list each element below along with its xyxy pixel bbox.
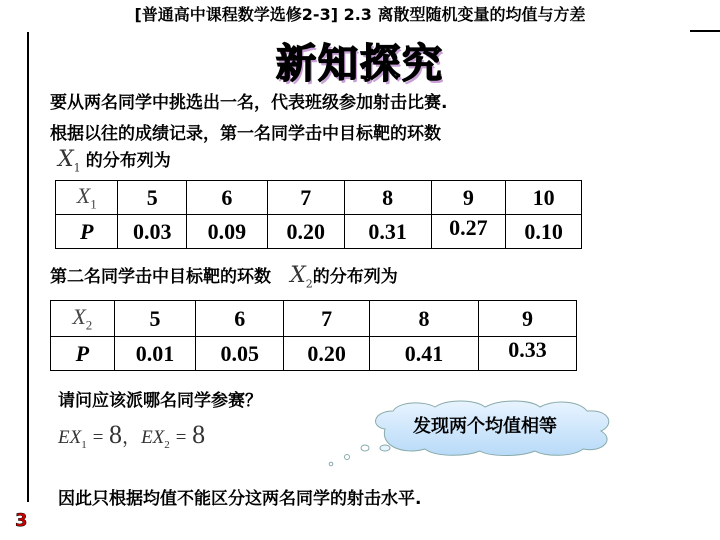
table2-value-row: [51, 301, 577, 337]
table2-prob: 0.20: [284, 337, 370, 371]
table2-header-x2: $X_2$: [51, 301, 115, 337]
x1-symbol: $X_1$: [58, 147, 81, 175]
table1-value: 6: [186, 181, 267, 215]
table1-value: 8: [344, 181, 431, 215]
second-caption-line: [50, 262, 398, 290]
second-caption-pre: 第二名同学击中目标靶的环数: [50, 267, 271, 287]
table2-prob-row: [51, 337, 577, 371]
second-caption-post: 的分布列为: [312, 267, 398, 287]
table1-header-x1: $X_1$: [56, 181, 118, 215]
table1-p-label: P: [56, 215, 118, 249]
distribution-table-1: [55, 180, 582, 249]
table2-prob: 0.05: [196, 337, 284, 371]
table1-value: 10: [506, 181, 582, 215]
table2-value: 5: [114, 301, 196, 337]
table1-value: 7: [267, 181, 344, 215]
x1-caption-line: [58, 146, 171, 174]
table2-value: 8: [370, 301, 479, 337]
intro-line-1: 要从两名同学中挑选出一名，代表班级参加射击比赛.: [50, 93, 448, 113]
distribution-table-2: [50, 300, 577, 371]
ex-separator: ，: [122, 427, 142, 448]
table2-prob: 0.01: [114, 337, 196, 371]
question-text: 请问应该派哪名同学参赛？: [58, 391, 262, 411]
page-number: 3: [15, 510, 28, 531]
expectation-line: [58, 420, 205, 451]
table1-prob: 0.20: [267, 215, 344, 249]
table1-prob: 0.27: [431, 215, 506, 249]
slide-title: 新知探究: [276, 41, 444, 87]
table2-value: 7: [284, 301, 370, 337]
slide-header: [普通高中课程数学选修2-3] 2.3 离散型随机变量的均值与方差: [134, 5, 586, 24]
thought-bubble-dots: [325, 440, 375, 470]
table1-prob: 0.10: [506, 215, 582, 249]
table2-prob: 0.41: [370, 337, 479, 371]
ex2-expression: $EX_2 = 8$: [141, 420, 206, 451]
table1-prob: 0.31: [344, 215, 431, 249]
table1-value-row: [56, 181, 582, 215]
ex1-expression: $EX_1 = 8$: [58, 420, 123, 451]
table2-value: 9: [479, 301, 577, 337]
x2-symbol: $X_2$: [290, 263, 313, 291]
table2-prob: 0.33: [479, 337, 577, 371]
table2-p-label: P: [51, 337, 115, 371]
left-border-line: [27, 32, 29, 502]
table1-value: 9: [431, 181, 506, 215]
table1-prob: 0.03: [118, 215, 187, 249]
intro-line-2: 根据以往的成绩记录，第一名同学击中目标靶的环数: [50, 124, 441, 144]
x1-caption: 的分布列为: [85, 151, 171, 171]
table1-value: 5: [118, 181, 187, 215]
conclusion-text: 因此只根据均值不能区分这两名同学的射击水平.: [58, 489, 422, 509]
cloud-text: 发现两个均值相等: [413, 416, 557, 437]
table2-value: 6: [196, 301, 284, 337]
table1-prob-row: [56, 215, 582, 249]
table1-prob: 0.09: [186, 215, 267, 249]
